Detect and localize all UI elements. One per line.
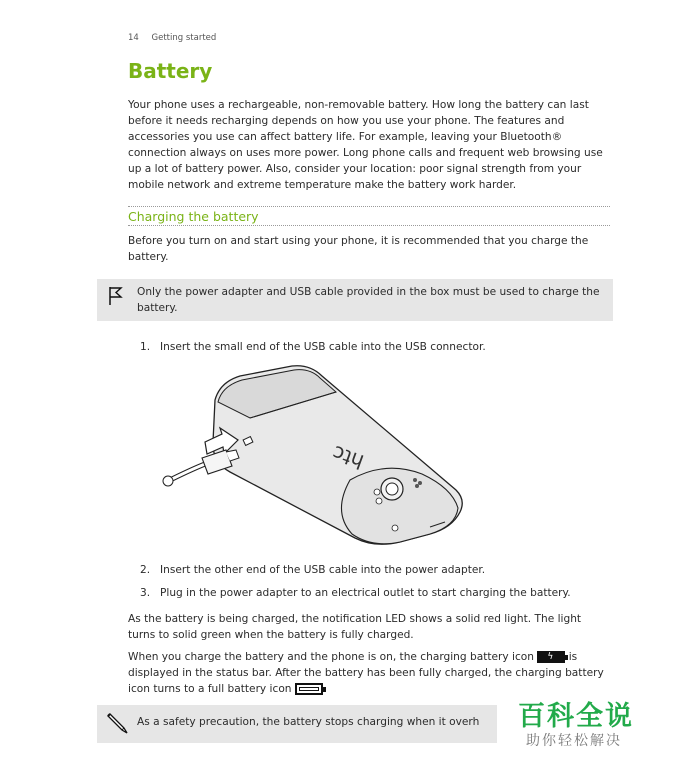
step-text: Insert the small end of the USB cable into the USB connector. (160, 341, 486, 353)
step-number: 2. (140, 564, 151, 576)
before-paragraph: Before you turn on and start using your phone, it is recommended that you charge the battery. (128, 235, 589, 263)
safety-note-text: As a safety precaution, the battery stops charging when it overh (137, 716, 480, 728)
watermark (498, 688, 668, 758)
watermark-sub: 助你轻松解决 (526, 733, 622, 749)
pencil-icon (107, 711, 129, 739)
step-item (140, 562, 485, 578)
phone-usb-illustration (160, 362, 480, 551)
step-item (140, 339, 486, 355)
watermark-main: 百科全说 (518, 701, 634, 732)
charging-text-2: is displayed in the status bar. After the battery has been fully charged, the charging battery icon turns to a full battery icon (128, 651, 604, 695)
led-paragraph: As the battery is being charged, the notification LED shows a solid red light. The light turns to solid green when the battery is fully charged. (128, 613, 582, 641)
step-item (140, 585, 571, 601)
section-subheading: Charging the battery (128, 206, 610, 226)
full-battery-icon (295, 683, 323, 695)
section-name: Getting started (151, 33, 217, 43)
note-box (97, 279, 613, 321)
flag-icon (107, 285, 125, 311)
step-text: Insert the other end of the USB cable into the power adapter. (160, 564, 486, 576)
page-header (128, 33, 216, 43)
step-text: Plug in the power adapter to an electrical outlet to start charging the battery. (160, 587, 571, 599)
page-number: 14 (128, 33, 139, 43)
page-title: Battery (128, 59, 213, 83)
note-text: Only the power adapter and USB cable provided in the box must be used to charge the battery. (137, 286, 600, 314)
step-number: 3. (140, 587, 151, 599)
intro-paragraph: Your phone uses a rechargeable, non-removable battery. How long the battery can last before it needs recharging depends on how you use your phone. The features and accessories you use can affect battery life. For example, leaving your Bluetooth® connection always on uses more power. Long phone calls and frequent web browsing use up a lot of battery power. Also, consider your location: poor signal strength from your mobile network and extreme temperature make the battery work harder. (128, 99, 603, 191)
brand-logo: htc (329, 440, 367, 475)
step-number: 1. (140, 341, 151, 353)
charging-battery-icon: ϟ (537, 651, 565, 663)
safety-note-box (97, 705, 497, 743)
charging-text-1: When you charge the battery and the phone is on, the charging battery icon (128, 651, 534, 663)
